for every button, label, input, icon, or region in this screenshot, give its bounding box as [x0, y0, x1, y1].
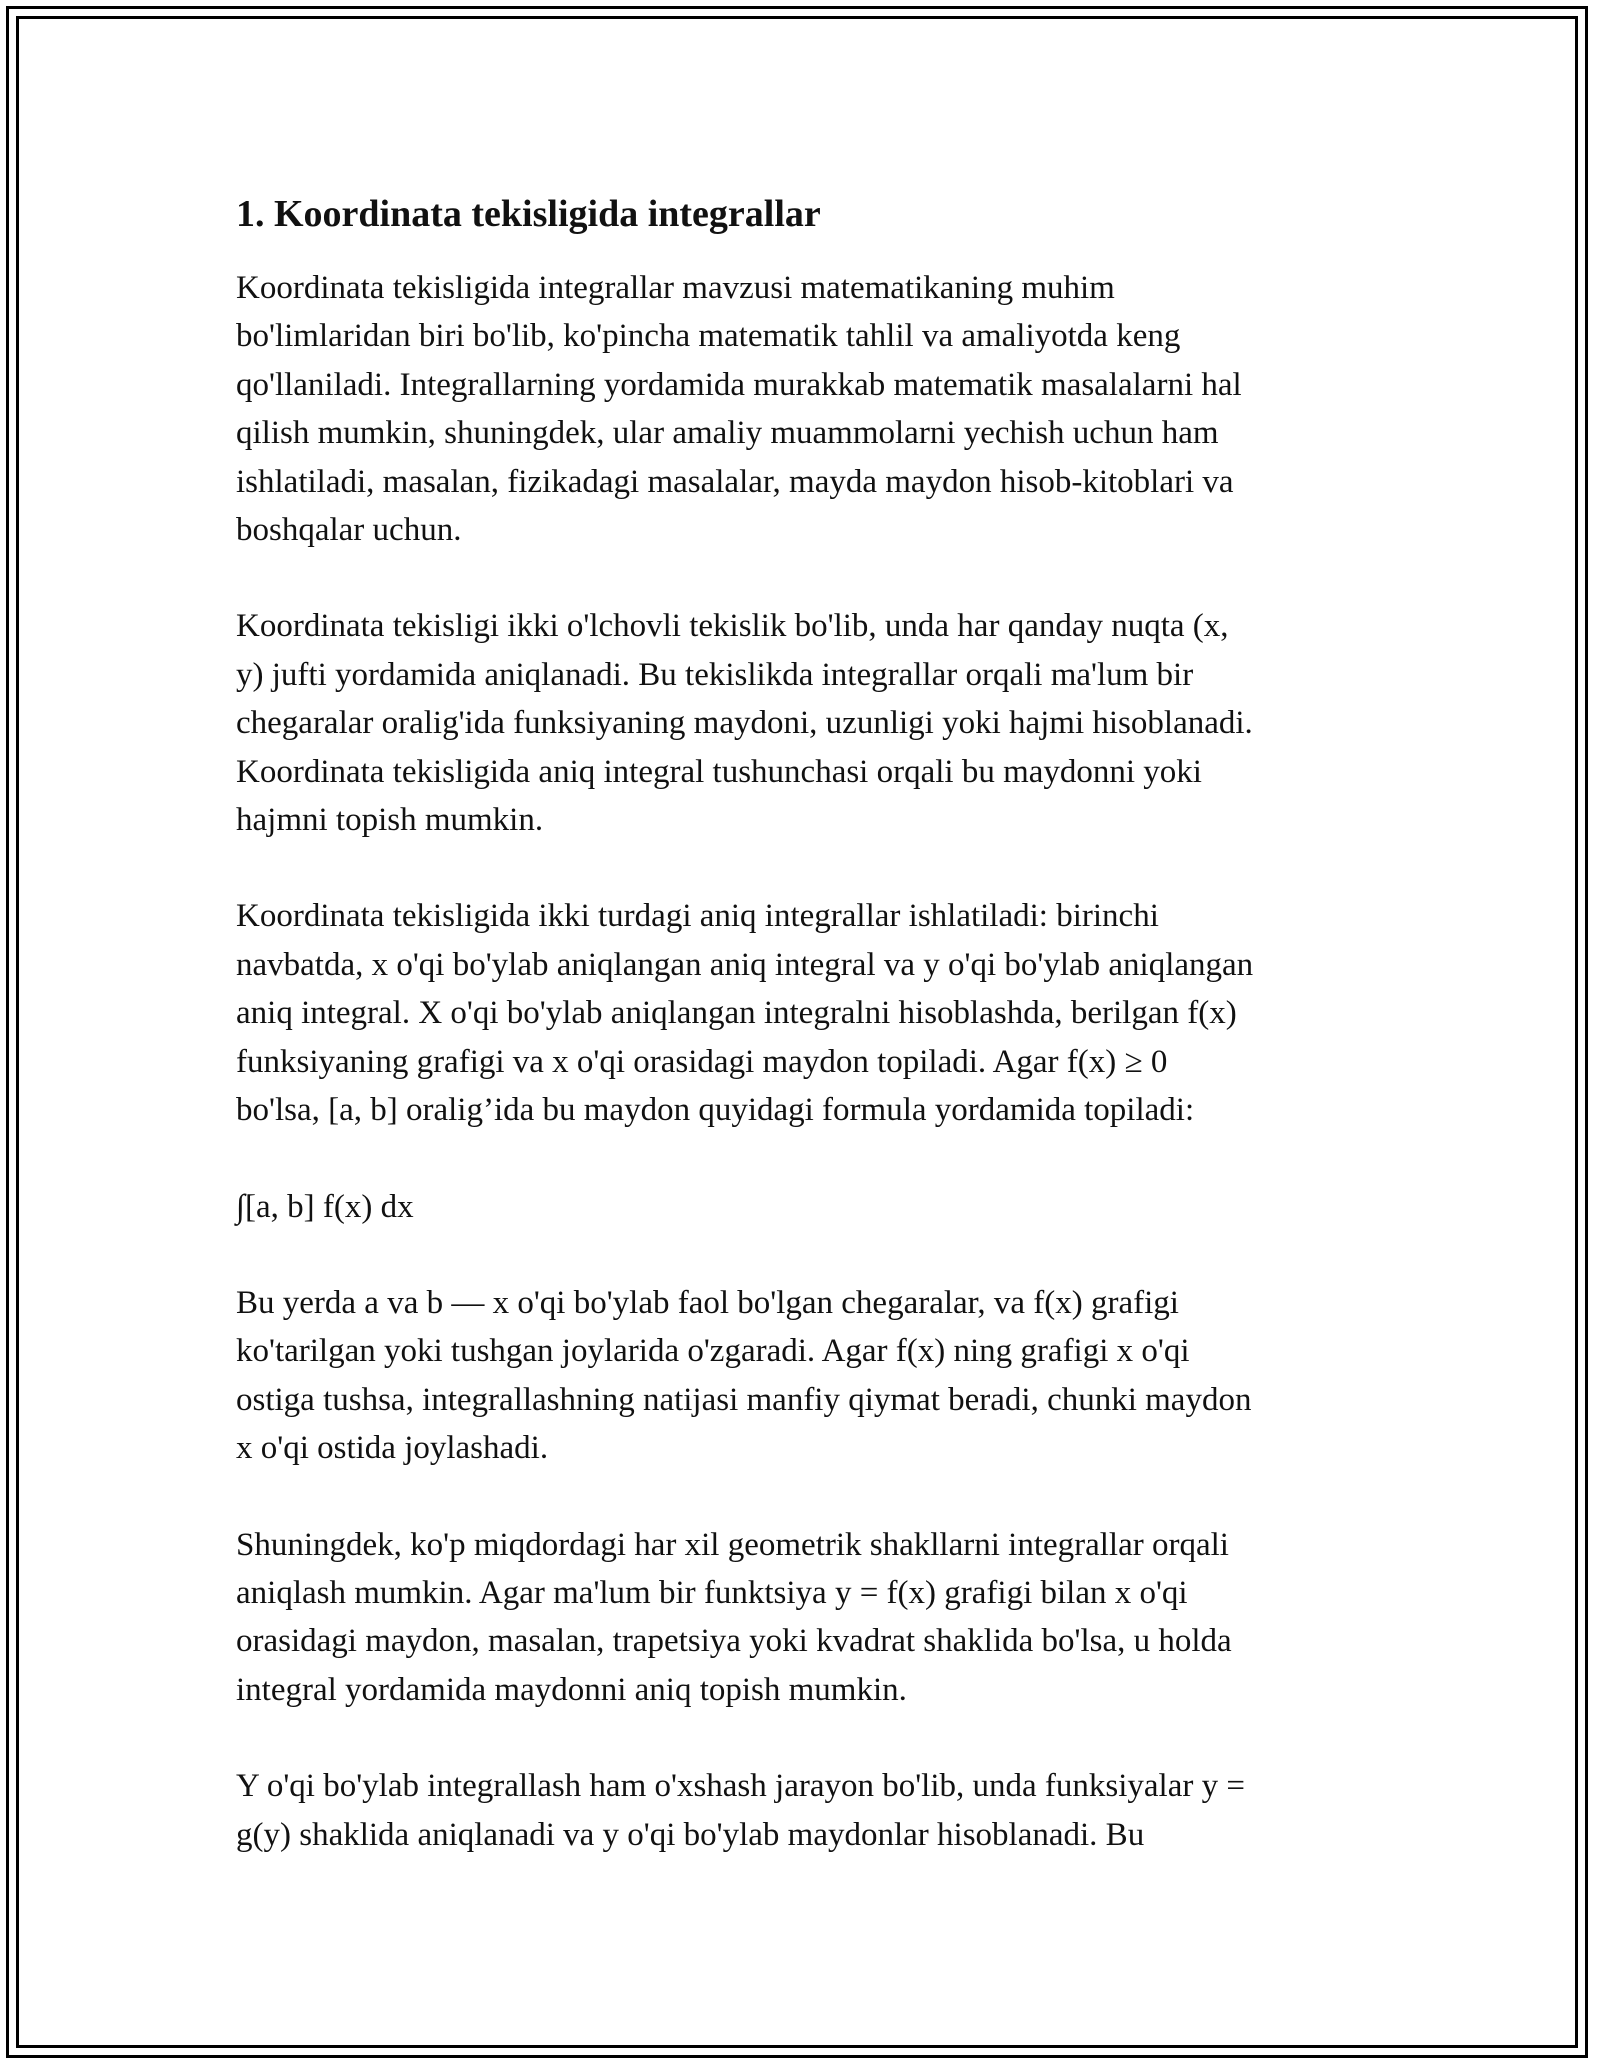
section-heading: 1. Koordinata tekisligida integrallar: [236, 193, 821, 235]
text-line: Y o'qi bo'ylab integrallash ham o'xshash jarayon bo'lib, unda funksiyalar y =: [236, 1768, 1245, 1805]
text-line: aniq integral. X o'qi bo'ylab aniqlangan integralni hisoblashda, berilgan f(x): [236, 995, 1237, 1032]
text-line: orasidagi maydon, masalan, trapetsiya yoki kvadrat shaklida bo'lsa, u holda: [236, 1623, 1232, 1660]
text-line: navbatda, x o'qi bo'ylab aniqlangan aniq integral va y o'qi bo'ylab aniqlangan: [236, 946, 1254, 983]
text-line: g(y) shaklida aniqlanadi va y o'qi bo'ylab maydonlar hisoblanadi. Bu: [236, 1816, 1145, 1853]
paragraph-bounds: [236, 1279, 1366, 1473]
text-line: chegaralar oralig'ida funksiyaning maydoni, uzunligi yoki hajmi hisoblanadi.: [236, 705, 1253, 742]
text-line: qo'llaniladi. Integrallarning yordamida murakkab matematik masalalarni hal: [236, 366, 1242, 403]
text-line: boshqalar uchun.: [236, 512, 462, 549]
paragraph-intro: [236, 264, 1366, 554]
formula: [236, 1183, 1366, 1231]
text-line: Shuningdek, ko'p miqdordagi har xil geometrik shakllarni integrallar orqali: [236, 1526, 1229, 1563]
text-line: Bu yerda a va b — x o'qi bo'ylab faol bo'lgan chegaralar, va f(x) grafigi: [236, 1284, 1179, 1321]
text-line: integral yordamida maydonni aniq topish mumkin.: [236, 1671, 907, 1708]
paragraph-two-types: [236, 892, 1366, 1134]
text-line: Koordinata tekisligi ikki o'lchovli tekislik bo'lib, unda har qanday nuqta (x,: [236, 608, 1229, 645]
text-line: Koordinata tekisligida ikki turdagi aniq integrallar ishlatiladi: birinchi: [236, 898, 1159, 935]
text-line: Koordinata tekisligida aniq integral tushunchasi orqali bu maydonni yoki: [236, 753, 1202, 790]
text-line: ishlatiladi, masalan, fizikadagi masalalar, mayda maydon hisob-kitoblari va: [236, 463, 1234, 500]
paragraph-shapes: [236, 1521, 1366, 1715]
text-line: ostiga tushsa, integrallashning natijasi manfiy qiymat beradi, chunki maydon: [236, 1381, 1252, 1418]
paragraph-y-axis: [236, 1762, 1366, 1859]
text-line: funksiyaning grafigi va x o'qi orasidagi maydon topiladi. Agar f(x) ≥ 0: [236, 1043, 1168, 1080]
text-line: Koordinata tekisligida integrallar mavzusi matematikaning muhim: [236, 270, 1115, 306]
text-line: x o'qi ostida joylashadi.: [236, 1430, 549, 1467]
text-line: bo'lsa, [a, b] oralig’ida bu maydon quyidagi formula yordamida topiladi:: [236, 1092, 1195, 1129]
text-line: qilish mumkin, shuningdek, ular amaliy muammolarni yechish uchun ham: [236, 415, 1219, 452]
text-line: bo'limlaridan biri bo'lib, ko'pincha matematik tahlil va amaliyotda keng: [236, 318, 1181, 355]
text-line: y) jufti yordamida aniqlanadi. Bu tekislikda integrallar orqali ma'lum bir: [236, 656, 1194, 693]
paragraph-coordinate-plane: [236, 602, 1366, 844]
text-line: hajmni topish mumkin.: [236, 802, 544, 839]
document-body: [236, 186, 1366, 1907]
formula-line: ∫[a, b] f(x) dx: [236, 1188, 414, 1225]
text-line: aniqlash mumkin. Agar ma'lum bir funktsiya y = f(x) grafigi bilan x o'qi: [236, 1574, 1188, 1611]
text-line: ko'tarilgan yoki tushgan joylarida o'zgaradi. Agar f(x) ning grafigi x o'qi: [236, 1333, 1190, 1370]
